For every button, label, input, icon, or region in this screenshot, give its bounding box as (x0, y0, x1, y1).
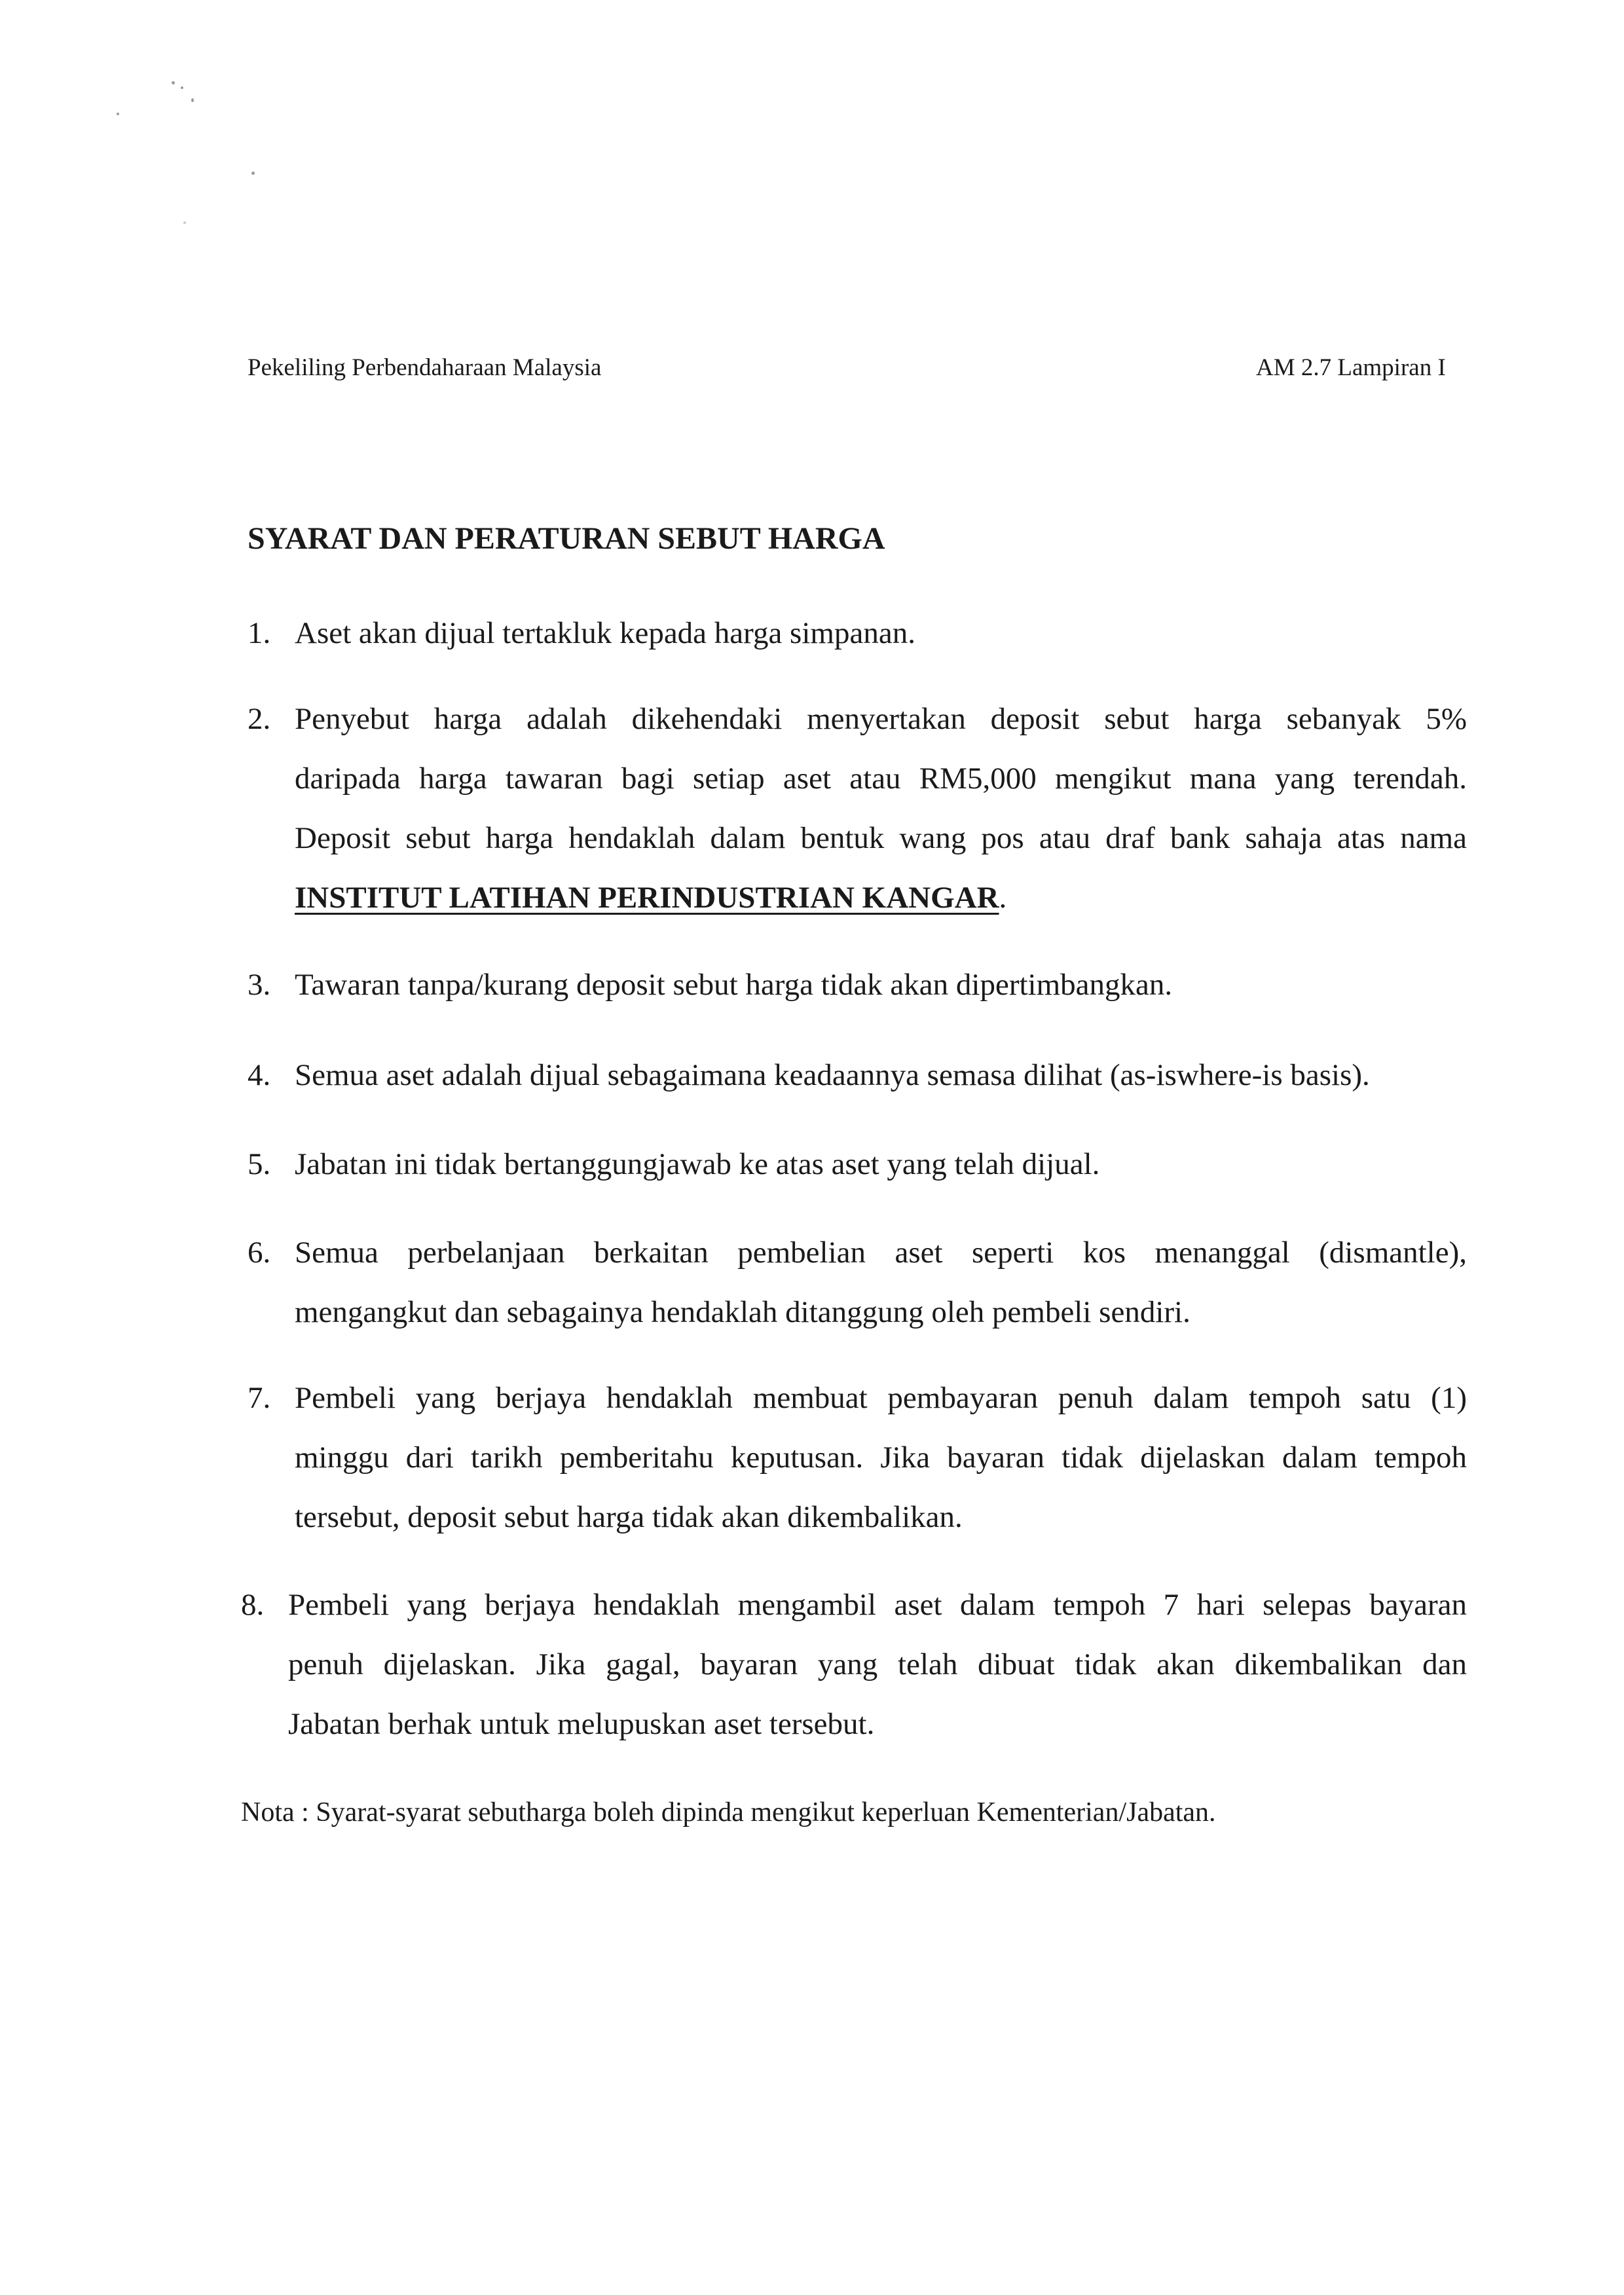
list-item-number: 8. (241, 1588, 265, 1622)
text-line: Pembeli yang berjaya hendaklah mengambil aset dalam tempoh 7 hari selepas bayaran (288, 1588, 1467, 1622)
list-item-text (295, 604, 1467, 663)
text-line: penuh dijelaskan. Jika gagal, bayaran yang telah dibuat tidak akan dikembalikan dan (288, 1647, 1467, 1681)
footnote: Nota : Syarat-syarat sebutharga boleh dipinda mengikut keperluan Kementerian/Jabatan. (241, 1797, 1216, 1827)
list-item-text (295, 1046, 1467, 1105)
list-item-number: 2. (248, 702, 271, 736)
text-line: Jabatan ini tidak bertanggungjawab ke atas aset yang telah dijual. (295, 1147, 1100, 1181)
list-item-text (295, 955, 1467, 1015)
text-line: Tawaran tanpa/kurang deposit sebut harga tidak akan dipertimbangkan. (295, 968, 1173, 1002)
list-item-number: 5. (248, 1147, 271, 1181)
list-item-text (288, 1575, 1467, 1754)
text-line: Jabatan berhak untuk melupuskan aset tersebut. (288, 1707, 875, 1741)
scan-speck (183, 221, 186, 224)
scan-speck (251, 172, 255, 175)
list-item-text (295, 1135, 1467, 1194)
text-line: Aset akan dijual tertakluk kepada harga simpanan. (295, 616, 915, 650)
list-item-text (295, 1368, 1467, 1547)
header-appendix-ref: AM 2.7 Lampiran I (1256, 354, 1446, 381)
text-line: daripada harga tawaran bagi setiap aset atau RM5,000 mengikut mana yang terendah. (295, 762, 1467, 796)
text-line: Penyebut harga adalah dikehendaki menyertakan deposit sebut harga sebanyak 5% (295, 702, 1467, 736)
list-item-number: 6. (248, 1236, 271, 1270)
scan-speck (181, 86, 183, 89)
list-item-text (295, 1223, 1467, 1342)
list-item-number: 4. (248, 1058, 271, 1092)
text-line: Pembeli yang berjaya hendaklah membuat pembayaran penuh dalam tempoh satu (1) (295, 1381, 1467, 1415)
text-line: Semua aset adalah dijual sebagaimana keadaannya semasa dilihat (as-iswhere-is basis). (295, 1058, 1370, 1092)
text-line: mengangkut dan sebagainya hendaklah ditanggung oleh pembeli sendiri. (295, 1295, 1190, 1329)
text-line: Semua perbelanjaan berkaitan pembelian aset seperti kos menanggal (dismantle), (295, 1236, 1467, 1270)
text-line: tersebut, deposit sebut harga tidak akan dikembalikan. (295, 1500, 963, 1534)
list-item-number: 1. (248, 616, 271, 650)
punctuation: . (999, 881, 1007, 915)
text-line: minggu dari tarikh pemberitahu keputusan. Jika bayaran tidak dijelaskan dalam tempoh (295, 1441, 1467, 1475)
text-line (295, 868, 1467, 928)
list-item-text (295, 689, 1467, 928)
scan-speck (117, 113, 119, 115)
document-title: SYARAT DAN PERATURAN SEBUT HARGA (248, 521, 885, 556)
header-circular-title: Pekeliling Perbendaharaan Malaysia (248, 354, 602, 381)
scan-speck (191, 98, 194, 102)
list-item-number: 7. (248, 1381, 271, 1415)
text-line: Deposit sebut harga hendaklah dalam bentuk wang pos atau draf bank sahaja atas nama (295, 821, 1467, 855)
institution-name: INSTITUT LATIHAN PERINDUSTRIAN KANGAR (295, 881, 999, 915)
scan-speck (172, 81, 175, 84)
list-item-number: 3. (248, 968, 271, 1002)
